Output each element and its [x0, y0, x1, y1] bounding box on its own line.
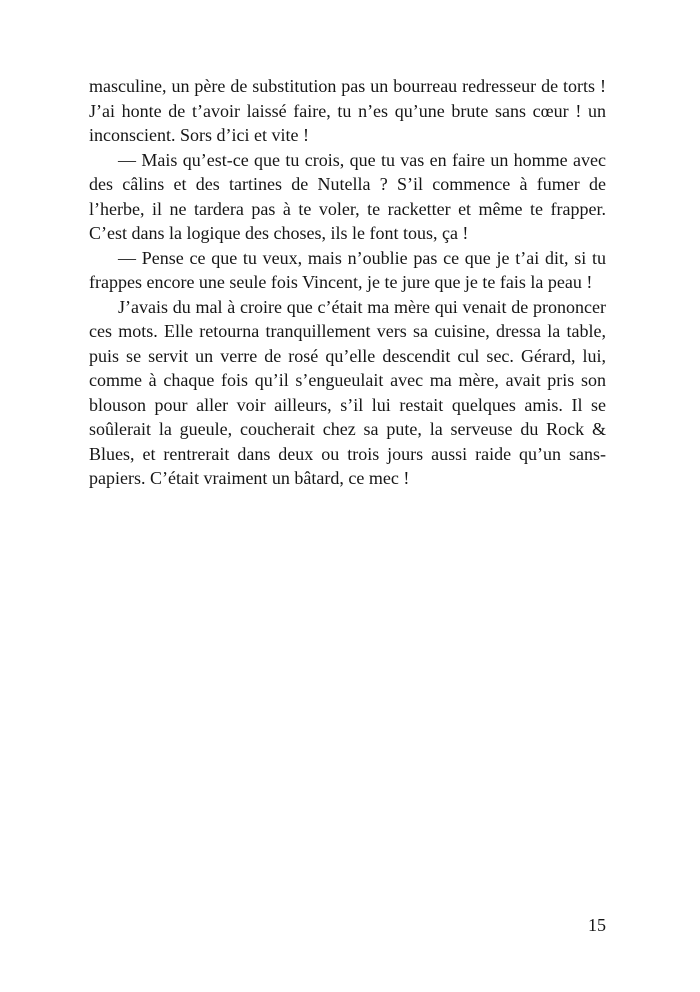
text-line: frappes encore une seule fois Vincent, je te jure que je te fais la peau ! — [89, 272, 593, 292]
text-line: inconscient. Sors d’ici et vite ! — [89, 125, 309, 145]
paragraph — [89, 246, 606, 295]
text-line: ces mots. Elle retourna tranquillement vers sa cuisine, dressa la table, — [89, 321, 606, 341]
text-line: C’est dans la logique des choses, ils le font tous, ça ! — [89, 223, 469, 243]
text-line: — Pense ce que tu veux, mais n’oublie pas ce que je t’ai dit, si tu — [118, 247, 606, 268]
text-line: soûlerait la gueule, coucherait chez sa pute, la serveuse du Rock & — [89, 419, 606, 439]
text-line: blouson pour aller voir ailleurs, s’il lui restait quelques amis. Il se — [89, 394, 606, 415]
text-line: puis se servit un verre de rosé qu’elle descendit cul sec. Gérard, lui, — [89, 345, 606, 366]
text-block — [89, 74, 606, 491]
text-line: l’herbe, il ne tardera pas à te voler, te racketter et même te frapper. — [89, 198, 606, 219]
text-line: Blues, et rentrerait dans deux ou trois jours aussi raide qu’un sans- — [89, 443, 606, 464]
text-line: J’avais du mal à croire que c’était ma mère qui venait de prononcer — [118, 296, 606, 317]
text-line: — Mais qu’est-ce que tu crois, que tu vas en faire un homme avec — [118, 149, 606, 170]
text-line: J’ai honte de t’avoir laissé faire, tu n’es qu’une brute sans cœur ! un — [89, 100, 606, 121]
paragraph — [89, 148, 606, 246]
text-line: masculine, un père de substitution pas un bourreau redresseur de torts ! — [89, 76, 606, 96]
text-line: des câlins et des tartines de Nutella ? S’il commence à fumer de — [89, 174, 606, 194]
paragraph — [89, 295, 606, 491]
paragraph — [89, 74, 606, 148]
page-number: 15 — [588, 915, 606, 935]
text-line: papiers. C’était vraiment un bâtard, ce mec ! — [89, 468, 410, 488]
text-line: comme à chaque fois qu’il s’engueulait avec ma mère, avait pris son — [89, 370, 606, 390]
